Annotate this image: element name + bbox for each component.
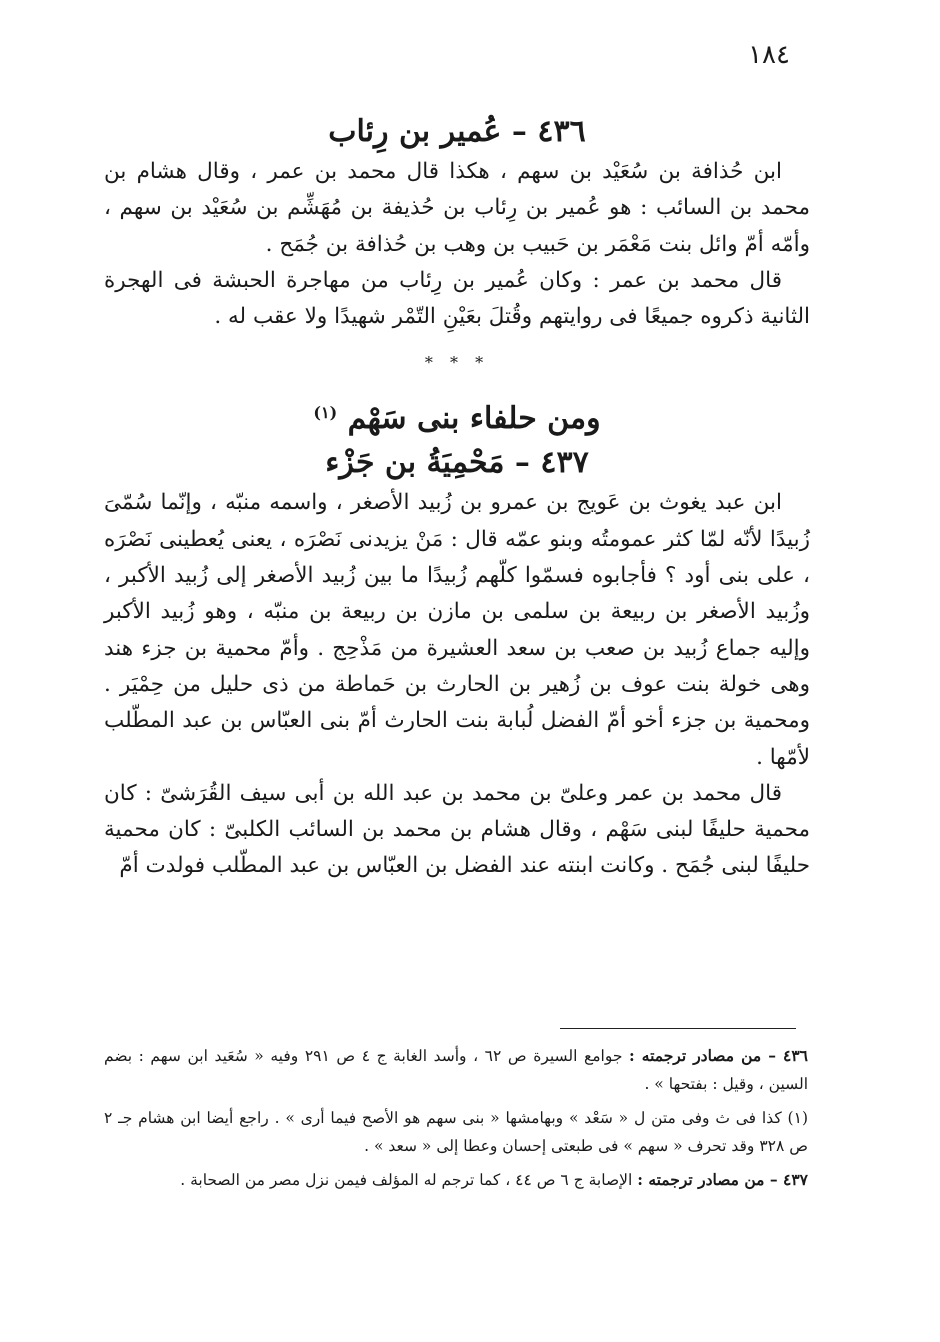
- entry-437-paragraph-1: ابن عبد يغوث بن عَويج بن عمرو بن زُبيد الأصغر ، واسمه منبّه ، وإنّما سُمّىَ زُبيدًا لأنّه لمّا كثر عمومتُه وبنو عمّه قال : مَنْ يزيدنى نَصْرَه ، يعنى يُعطينى نَصْرَه ، على بنى أود ؟ فأجابوه فسمّوا كلّهم زُبيدًا ما بين زُبيد الأصغر إلى زُبيد الأكبر ، وزُبيد الأصغر بن ربيعة بن سلمى بن مازن بن ربيعة بن منبّه ، وهو زُبيد الأكبر وإليه جماع زُبيد بن صعب بن سعد العشيرة من مَذْحِج . وأمّ محمية بن جزء هند وهى خولة بنت عوف بن زُهير بن الحارث بن حَماطة من ذى حليل من حِمْيَر . ومحمية بن جزء أخو أمّ الفضل لُبابة بنت الحارث أمّ بنى العبّاس بن عبد المطّلب لأمّها .: [104, 490, 810, 770]
- footnote-1-text: (١) كذا فى ث وفى متن ل « سَعْد » وبهامشها « بنى سهم هو الأصح فيما أرى » . راجع أيضا ابن هشام جـ ٢ ص ٣٢٨ وقد تحرف « سهم » فى طبعتى إحسان وعطا إلى « سعد » .: [104, 1109, 808, 1155]
- entry-436-paragraph-1: ابن حُذافة بن سُعَيْد بن سهم ، هكذا قال محمد بن عمر ، وقال هشام بن محمد بن السائب : هو عُمير بن رِئاب بن حُذيفة بن مُهَشِّم بن سُعَيْد بن سهم ، وأمّه أمّ وائل بنت مَعْمَر بن حَبيب بن وهب بن حُذافة بن جُمَح .: [104, 159, 810, 257]
- main-text: [104, 110, 810, 885]
- entry-436-paragraph-2: قال محمد بن عمر : وكان عُمير بن رِئاب من مهاجرة الحبشة فى الهجرة الثانية ذكروه جميعًا فى روايتهم وقُتلَ بعَيْنِ التّمْر شهيدًا ولا عقب له .: [104, 267, 810, 330]
- footnote-436: [104, 1042, 808, 1098]
- footnote-437-text: الإصابة ج ٦ ص ٤٤ ، كما ترجم له المؤلف فيمن نزل مصر من الصحابة .: [180, 1171, 638, 1189]
- footnote-437: [104, 1166, 808, 1194]
- footnote-divider: [560, 1028, 796, 1029]
- footnotes: [104, 1042, 808, 1200]
- entry-436-title: ٤٣٦ – عُمير بن رِئاب: [328, 114, 586, 149]
- footnote-437-label: ٤٣٧ – من مصادر ترجمته :: [637, 1170, 808, 1189]
- entry-437-paragraph-2: قال محمد بن عمر وعلىّ بن محمد بن عبد الله بن أبى سيف القُرَشىّ : كان محمية حليفًا لبنى سَهْم ، وقال هشام بن محمد بن السائب الكلبىّ : كان محمية حليفًا لبنى جُمَح . وكانت ابنته عند الفضل بن العبّاس بن عبد المطّلب فولدت أمّ: [104, 780, 810, 879]
- footnote-1: [104, 1104, 808, 1160]
- section-separator: * * *: [424, 353, 490, 373]
- footnote-ref: (١): [313, 403, 338, 423]
- page-number: ١٨٤: [748, 40, 790, 70]
- section-title-text: ومن حلفاء بنى سَهْم: [347, 401, 601, 437]
- footnote-436-label: ٤٣٦ – من مصادر ترجمته :: [629, 1046, 809, 1065]
- section-title: [104, 391, 810, 441]
- entry-437-title: ٤٣٧ – مَحْمِيَةُ بن جَزْء: [325, 445, 589, 481]
- footnote-436-text: جوامع السيرة ص ٦٢ ، وأسد الغابة ج ٤ ص ٢٩١ وفيه « سُعَيد ابن سهم : بضم السين ، وقيل : بفتحها » .: [104, 1047, 808, 1093]
